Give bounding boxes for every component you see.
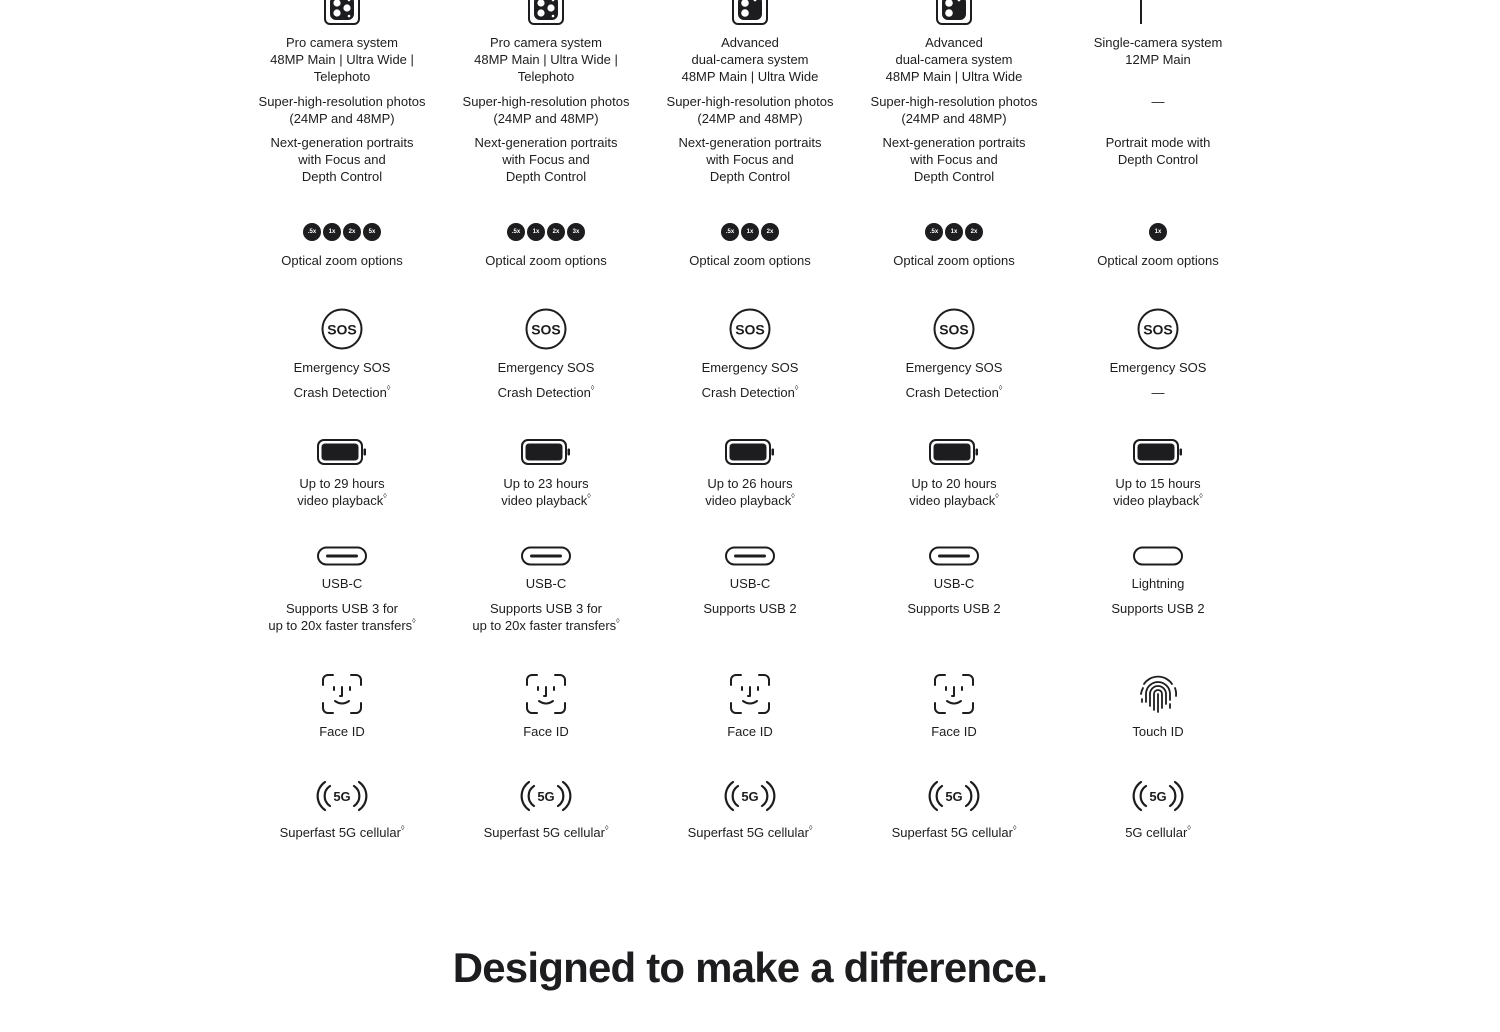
- photos-text: Super-high-resolution photos (24MP and 48MP): [462, 94, 630, 126]
- battery-text: Up to 26 hours video playback◊: [705, 476, 795, 508]
- 5g-icon: [928, 778, 980, 814]
- zoom-chip: 1x: [323, 223, 341, 241]
- battery-icon: [1133, 439, 1183, 465]
- photos-text: Super-high-resolution photos (24MP and 48MP): [870, 94, 1038, 126]
- zoom-options: [852, 223, 1056, 242]
- usb-support-text: Supports USB 3 for up to 20x faster transfers◊: [268, 601, 416, 633]
- auth-label: Face ID: [523, 724, 569, 739]
- zoom-label: Optical zoom options: [485, 253, 607, 268]
- svg-text:SOS: SOS: [939, 321, 969, 338]
- 5g-icon: [316, 778, 368, 814]
- auth-label: Face ID: [727, 724, 773, 739]
- zoom-chip: .5x: [721, 223, 739, 241]
- sos-label: Emergency SOS: [1109, 360, 1207, 375]
- zoom-chip: 2x: [547, 223, 565, 241]
- battery-icon: [521, 439, 571, 465]
- svg-text:5G: 5G: [333, 789, 351, 804]
- portrait-text: Portrait mode with Depth Control: [1105, 135, 1211, 167]
- portrait-text: Next-generation portraits with Focus and Depth Control: [882, 135, 1026, 184]
- battery-text: Up to 23 hours video playback◊: [501, 476, 591, 508]
- cellular-text: Superfast 5G cellular◊: [687, 825, 813, 840]
- cellular-text: Superfast 5G cellular◊: [891, 825, 1017, 840]
- usb-c-port-icon: [317, 546, 367, 566]
- battery-icon: [725, 439, 775, 465]
- usb-support-text: Supports USB 2: [1111, 601, 1205, 616]
- sos-icon: [525, 308, 567, 350]
- crash-detection-text: Crash Detection◊: [293, 385, 391, 400]
- battery-text: Up to 29 hours video playback◊: [297, 476, 387, 508]
- sos-label: Emergency SOS: [293, 360, 391, 375]
- crash-detection-text: Crash Detection◊: [905, 385, 1003, 400]
- zoom-chip: 2x: [761, 223, 779, 241]
- photos-text: Super-high-resolution photos (24MP and 48MP): [258, 94, 426, 126]
- port-label: USB-C: [525, 576, 567, 591]
- zoom-chip: 1x: [741, 223, 759, 241]
- svg-text:5G: 5G: [1149, 789, 1167, 804]
- dual-camera-icon: [934, 0, 974, 28]
- svg-text:SOS: SOS: [735, 321, 765, 338]
- camera-system-text: Pro camera system 48MP Main | Ultra Wide | Telephoto: [270, 35, 414, 84]
- zoom-options: [444, 223, 648, 242]
- zoom-options: [1056, 223, 1260, 242]
- usb-support-text: Supports USB 3 for up to 20x faster transfers◊: [472, 601, 620, 633]
- dual-camera-icon: [730, 0, 770, 28]
- camera-system-text: Pro camera system 48MP Main | Ultra Wide | Telephoto: [474, 35, 618, 84]
- single-camera-icon: [1138, 0, 1178, 28]
- model-column-4: [852, 0, 1056, 860]
- camera-system-text: Advanced dual-camera system 48MP Main | Ultra Wide: [885, 35, 1023, 84]
- sos-label: Emergency SOS: [497, 360, 595, 375]
- zoom-chip: 3x: [567, 223, 585, 241]
- auth-label: Face ID: [319, 724, 365, 739]
- cellular-text: Superfast 5G cellular◊: [279, 825, 405, 840]
- battery-icon: [317, 439, 367, 465]
- usb-c-port-icon: [521, 546, 571, 566]
- svg-text:5G: 5G: [741, 789, 759, 804]
- battery-text: Up to 20 hours video playback◊: [909, 476, 999, 508]
- cellular-text: 5G cellular◊: [1125, 825, 1191, 840]
- sos-icon: [321, 308, 363, 350]
- photos-text: Super-high-resolution photos (24MP and 48MP): [666, 94, 834, 126]
- face-id-icon: [728, 672, 772, 716]
- zoom-options: [240, 223, 444, 242]
- crash-detection-text: Crash Detection◊: [497, 385, 595, 400]
- model-column-1: [240, 0, 444, 860]
- battery-text: Up to 15 hours video playback◊: [1113, 476, 1203, 508]
- portrait-text: Next-generation portraits with Focus and Depth Control: [678, 135, 822, 184]
- face-id-icon: [320, 672, 364, 716]
- usb-c-port-icon: [725, 546, 775, 566]
- port-label: USB-C: [729, 576, 771, 591]
- 5g-icon: [724, 778, 776, 814]
- svg-text:SOS: SOS: [531, 321, 561, 338]
- battery-icon: [929, 439, 979, 465]
- portrait-text: Next-generation portraits with Focus and Depth Control: [474, 135, 618, 184]
- sos-icon: [729, 308, 771, 350]
- triple-camera-icon: [526, 0, 566, 28]
- crash-detection-text: Crash Detection◊: [701, 385, 799, 400]
- cellular-text: Superfast 5G cellular◊: [483, 825, 609, 840]
- zoom-chip: .5x: [925, 223, 943, 241]
- zoom-label: Optical zoom options: [281, 253, 403, 268]
- zoom-chip: 2x: [343, 223, 361, 241]
- camera-system-text: Single-camera system 12MP Main: [1093, 35, 1223, 67]
- zoom-chip: 5x: [363, 223, 381, 241]
- section-headline: Designed to make a difference.: [452, 944, 1048, 991]
- portrait-text: Next-generation portraits with Focus and Depth Control: [270, 135, 414, 184]
- port-label: Lightning: [1131, 576, 1185, 591]
- sos-label: Emergency SOS: [701, 360, 799, 375]
- zoom-chip: 2x: [965, 223, 983, 241]
- sos-label: Emergency SOS: [905, 360, 1003, 375]
- sos-icon: [933, 308, 975, 350]
- port-label: USB-C: [321, 576, 363, 591]
- lightning-port-icon: [1133, 546, 1183, 566]
- svg-text:5G: 5G: [945, 789, 963, 804]
- photos-text: —: [1151, 94, 1165, 109]
- usb-support-text: Supports USB 2: [907, 601, 1001, 616]
- zoom-chip: 1x: [1149, 223, 1167, 241]
- 5g-icon: [1132, 778, 1184, 814]
- svg-text:5G: 5G: [537, 789, 555, 804]
- touch-id-icon: [1136, 672, 1180, 716]
- model-column-3: [648, 0, 852, 860]
- auth-label: Face ID: [931, 724, 977, 739]
- model-column-2: [444, 0, 648, 860]
- face-id-icon: [932, 672, 976, 716]
- zoom-chip: 1x: [527, 223, 545, 241]
- zoom-options: [648, 223, 852, 242]
- sos-icon: [1137, 308, 1179, 350]
- triple-camera-icon: [322, 0, 362, 28]
- zoom-label: Optical zoom options: [689, 253, 811, 268]
- camera-system-text: Advanced dual-camera system 48MP Main | Ultra Wide: [681, 35, 819, 84]
- zoom-chip: 1x: [945, 223, 963, 241]
- zoom-chip: .5x: [507, 223, 525, 241]
- zoom-label: Optical zoom options: [1097, 253, 1219, 268]
- auth-label: Touch ID: [1132, 724, 1184, 739]
- svg-text:SOS: SOS: [327, 321, 357, 338]
- usb-support-text: Supports USB 2: [703, 601, 797, 616]
- face-id-icon: [524, 672, 568, 716]
- zoom-label: Optical zoom options: [893, 253, 1015, 268]
- usb-c-port-icon: [929, 546, 979, 566]
- crash-detection-text: —: [1151, 385, 1165, 400]
- model-column-5: [1056, 0, 1260, 860]
- 5g-icon: [520, 778, 572, 814]
- port-label: USB-C: [933, 576, 975, 591]
- svg-text:SOS: SOS: [1143, 321, 1173, 338]
- zoom-chip: .5x: [303, 223, 321, 241]
